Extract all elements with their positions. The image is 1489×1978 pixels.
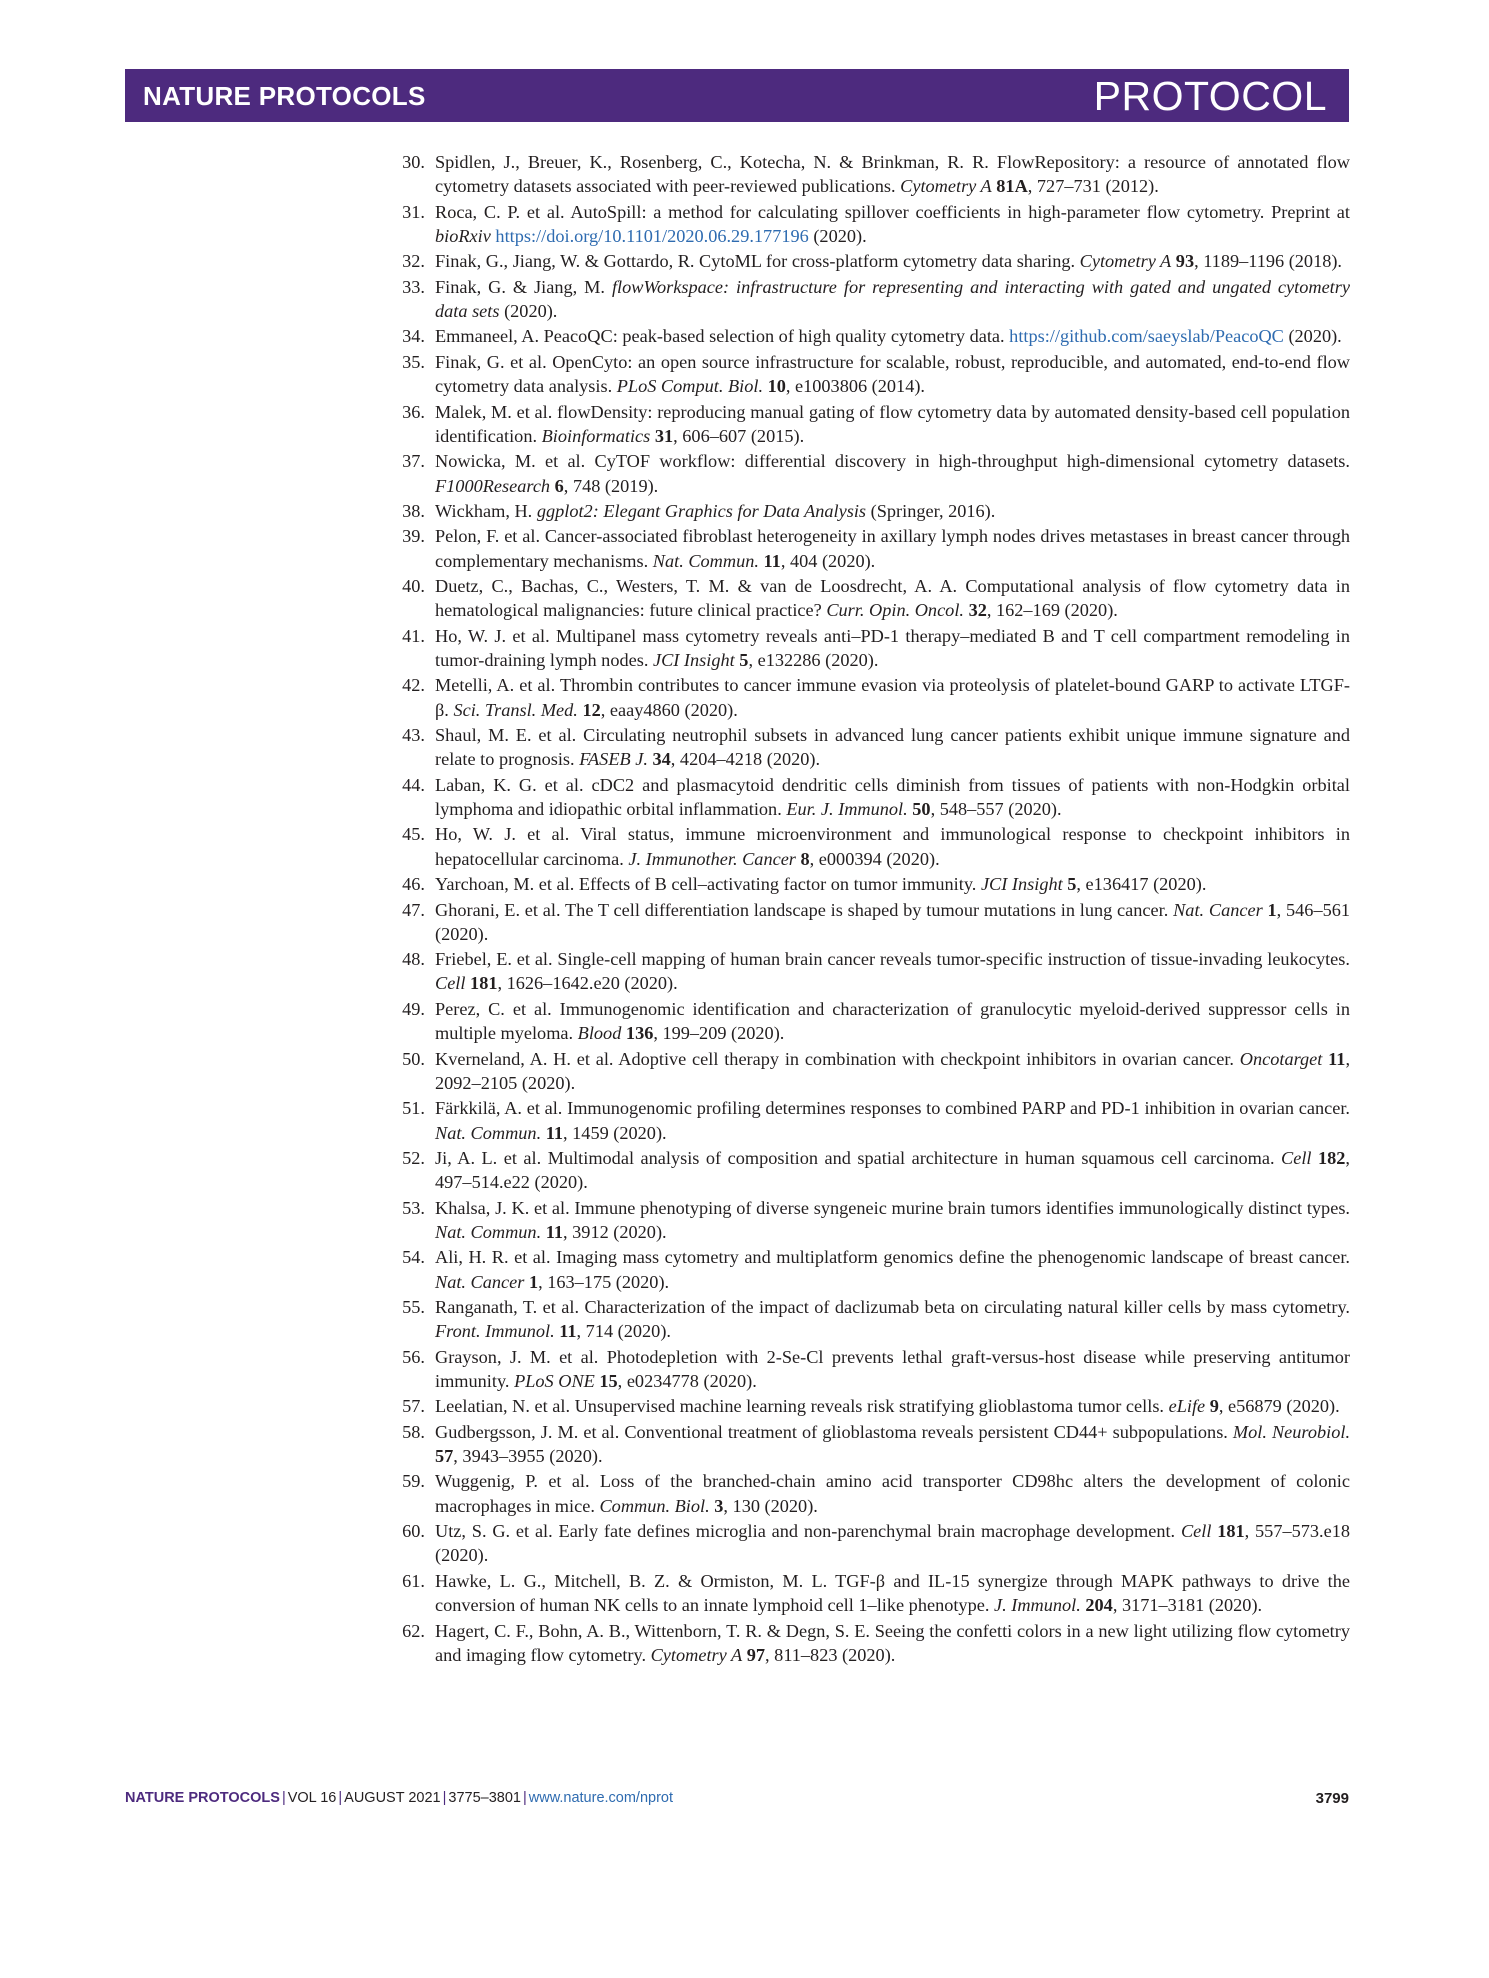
reference-segment: , e000394 (2020).: [809, 848, 940, 869]
footer-date: AUGUST 2021: [344, 1790, 441, 1806]
reference-number: 50.: [402, 1048, 425, 1069]
journal-title: JCI Insight: [980, 874, 1063, 895]
reference-text: [435, 872, 1350, 896]
reference-segment: , 130 (2020).: [723, 1495, 818, 1516]
reference-item: [386, 400, 1350, 449]
journal-title: Nat. Commun.: [435, 1122, 542, 1143]
reference-segment: Ghorani, E. et al. The T cell differentiation landscape is shaped by tumour mutations in lung cancer.: [435, 899, 1174, 920]
page-footer: [125, 1790, 1349, 1806]
volume-number: 50: [912, 799, 931, 820]
reference-segment: Ranganath, T. et al. Characterization of the impact of daclizumab beta on circulating natural killer cells by mass cytometry.: [435, 1297, 1350, 1317]
reference-text: [435, 1245, 1350, 1294]
reference-number: 51.: [402, 1098, 425, 1119]
reference-text: [435, 400, 1350, 449]
reference-segment: Khalsa, J. K. et al. Immune phenotyping of diverse syngeneic murine brain tumors identifies immunologically distinct types.: [435, 1197, 1350, 1218]
page-number: 3799: [1315, 1790, 1349, 1807]
journal-title: J. Immunother. Cancer: [628, 848, 796, 869]
article-type: PROTOCOL: [1093, 73, 1327, 119]
journal-title: Front. Immunol.: [435, 1321, 555, 1342]
reference-segment: Ho, W. J. et al. Viral status, immune microenvironment and immunological response to checkpoint inhibitors in hepatocellular carcinoma.: [435, 824, 1350, 869]
reference-segment: , 748 (2019).: [563, 475, 659, 496]
reference-segment: Gudbergsson, J. M. et al. Conventional treatment of glioblastoma reveals persistent CD44+ subpopulations.: [435, 1421, 1233, 1442]
journal-title: Curr. Opin. Oncol.: [826, 600, 964, 621]
journal-title: eLife: [1168, 1396, 1206, 1417]
reference-segment: , 162–169 (2020).: [986, 600, 1118, 621]
reference-number: 31.: [402, 201, 425, 222]
reference-segment: Spidlen, J., Breuer, K., Rosenberg, C., Kotecha, N. & Brinkman, R. R. FlowRepository: a resource of annotated flow cytometry datasets associated with peer-reviewed publications.: [435, 152, 1350, 197]
journal-title: Nat. Commun.: [652, 550, 759, 571]
reference-segment: , 199–209 (2020).: [653, 1023, 785, 1044]
reference-item: [386, 872, 1350, 896]
volume-number: 5: [739, 649, 749, 670]
reference-segment: Grayson, J. M. et al. Photodepletion with 2-Se-Cl prevents lethal graft-versus-host disease while preserving antitumor immunity.: [435, 1346, 1350, 1391]
reference-item: [386, 1096, 1350, 1145]
journal-title: Nat. Cancer: [435, 1271, 525, 1292]
reference-segment: , 3171–3181 (2020).: [1112, 1595, 1263, 1616]
reference-number: 58.: [402, 1421, 425, 1442]
reference-segment: , e136417 (2020).: [1076, 874, 1207, 895]
reference-segment: Kverneland, A. H. et al. Adoptive cell therapy in combination with checkpoint inhibitors in ovarian cancer.: [435, 1048, 1240, 1069]
reference-segment: , 4204–4218 (2020).: [670, 749, 821, 770]
journal-title: Bioinformatics: [541, 425, 651, 446]
reference-segment: , 811–823 (2020).: [765, 1644, 896, 1665]
reference-item: [386, 1047, 1350, 1096]
journal-title: Cell: [1281, 1147, 1312, 1168]
reference-segment: Ali, H. R. et al. Imaging mass cytometry and multiplatform genomics define the phenogenomic landscape of breast cancer.: [435, 1247, 1350, 1268]
reference-text: [435, 449, 1350, 498]
reference-text: [435, 1569, 1350, 1618]
reference-item: [386, 324, 1350, 348]
journal-title: PLoS ONE: [514, 1370, 595, 1391]
journal-title: JCI Insight: [652, 649, 735, 670]
reference-item: [386, 773, 1350, 822]
reference-item: [386, 1146, 1350, 1195]
reference-number: 62.: [402, 1620, 425, 1641]
reference-segment: Roca, C. P. et al. AutoSpill: a method for calculating spillover coefficients in high-parameter flow cytometry. Preprint at: [435, 201, 1350, 222]
page-header: [125, 69, 1349, 122]
journal-title: F1000Research: [435, 475, 551, 496]
reference-text: [435, 1469, 1350, 1518]
footer-separator: |: [338, 1790, 343, 1806]
reference-segment: , 163–175 (2020).: [538, 1271, 670, 1292]
reference-link[interactable]: https://doi.org/10.1101/2020.06.29.177196: [495, 225, 809, 246]
reference-text: [435, 624, 1350, 673]
volume-number: 11: [559, 1321, 577, 1342]
reference-segment: , 3912 (2020).: [563, 1221, 667, 1242]
reference-number: 41.: [402, 625, 425, 646]
journal-title: FASEB J.: [579, 749, 648, 770]
reference-text: [435, 249, 1350, 273]
reference-number: 43.: [402, 725, 425, 746]
journal-title: Oncotarget: [1239, 1048, 1323, 1069]
reference-item: [386, 822, 1350, 871]
reference-number: 48.: [402, 949, 425, 970]
reference-segment: , e132286 (2020).: [748, 649, 879, 670]
journal-title: Cell: [1180, 1521, 1212, 1542]
reference-number: 60.: [402, 1521, 425, 1542]
reference-segment: (2020).: [1283, 326, 1342, 347]
reference-item: [386, 898, 1350, 947]
volume-number: 181: [470, 973, 498, 994]
reference-number: 49.: [402, 998, 425, 1019]
reference-segment: Leelatian, N. et al. Unsupervised machine learning reveals risk stratifying glioblastoma tumor cells.: [435, 1396, 1169, 1417]
reference-segment: Hawke, L. G., Mitchell, B. Z. & Ormiston, M. L. TGF-β and IL-15 synergize through MAPK pathways to drive the conversion of human NK cells to an innate lymphoid cell 1–like phenotype.: [435, 1570, 1350, 1616]
reference-number: 46.: [402, 874, 425, 895]
reference-segment: (2020).: [499, 301, 558, 322]
reference-text: [435, 150, 1350, 199]
reference-number: 59.: [402, 1471, 425, 1492]
footer-separator: |: [281, 1790, 286, 1806]
journal-title: Nat. Commun.: [435, 1221, 542, 1242]
reference-number: 37.: [402, 451, 425, 472]
reference-segment: , eaay4860 (2020).: [600, 699, 738, 720]
reference-segment: , 714 (2020).: [576, 1321, 671, 1342]
reference-segment: Metelli, A. et al. Thrombin contributes to cancer immune evasion via proteolysis of platelet-bound GARP to activate LTGF-β.: [435, 675, 1350, 720]
reference-item: [386, 1394, 1350, 1418]
reference-segment: , 548–557 (2020).: [930, 799, 1062, 820]
reference-item: [386, 1295, 1350, 1344]
reference-segment: , 1189–1196 (2018).: [1194, 251, 1343, 272]
reference-segment: Shaul, M. E. et al. Circulating neutrophil subsets in advanced lung cancer patients exhibit unique immune signature and relate to prognosis.: [435, 725, 1350, 770]
reference-text: [435, 723, 1350, 772]
reference-text: [435, 898, 1350, 947]
reference-number: 38.: [402, 500, 425, 521]
reference-item: [386, 997, 1350, 1046]
reference-item: [386, 449, 1350, 498]
journal-title: Sci. Transl. Med.: [453, 699, 578, 720]
reference-item: [386, 673, 1350, 722]
reference-segment: , 557–573.e18 (2020).: [435, 1521, 1350, 1566]
reference-segment: Ho, W. J. et al. Multipanel mass cytometry reveals anti–PD-1 therapy–mediated B and T cell compartment remodeling in tumor-draining lymph nodes.: [435, 625, 1350, 670]
reference-segment: , 404 (2020).: [780, 550, 876, 571]
journal-title: Nat. Cancer: [1173, 899, 1263, 920]
journal-title: J. Immunol.: [993, 1595, 1081, 1616]
footer-separator: |: [522, 1790, 527, 1806]
reference-number: 54.: [402, 1247, 425, 1268]
journal-title: Cell: [435, 973, 466, 994]
reference-segment: , 727–731 (2012).: [1027, 176, 1159, 197]
reference-item: [386, 275, 1350, 324]
volume-number: 1: [528, 1271, 539, 1292]
journal-title: Eur. J. Immunol.: [786, 799, 908, 820]
reference-number: 42.: [402, 675, 425, 696]
reference-item: [386, 947, 1350, 996]
reference-item: [386, 1345, 1350, 1394]
volume-number: 136: [625, 1023, 654, 1044]
reference-segment: Utz, S. G. et al. Early fate defines microglia and non-parenchymal brain macrophage development.: [435, 1521, 1181, 1542]
reference-number: 53.: [402, 1197, 425, 1218]
volume-number: 34: [652, 749, 671, 770]
reference-item: [386, 150, 1350, 199]
reference-segment: Perez, C. et al. Immunogenomic identification and characterization of granulocytic myeloid-derived suppressor cells in multiple myeloma.: [435, 998, 1350, 1044]
reference-number: 30.: [402, 152, 425, 172]
reference-text: [435, 1345, 1350, 1394]
reference-item: [386, 1519, 1350, 1568]
volume-number: 182: [1318, 1147, 1346, 1168]
reference-item: [386, 1569, 1350, 1618]
reference-segment: Finak, G., Jiang, W. & Gottardo, R. CytoML for cross-platform cytometry data sharing.: [435, 251, 1080, 272]
reference-item: [386, 1420, 1350, 1469]
volume-number: 5: [1067, 874, 1077, 895]
reference-segment: , 1626–1642.e20 (2020).: [497, 973, 678, 994]
reference-segment: Laban, K. G. et al. cDC2 and plasmacytoid dendritic cells diminish from tissues of patients with non-Hodgkin orbital lymphoma and idiopathic orbital inflammation.: [435, 774, 1350, 820]
reference-text: [435, 673, 1350, 722]
volume-number: 11: [763, 550, 781, 571]
reference-text: [435, 1047, 1350, 1096]
reference-item: [386, 723, 1350, 772]
reference-link[interactable]: https://github.com/saeyslab/PeacoQC: [1009, 326, 1284, 347]
reference-text: [435, 1096, 1350, 1145]
volume-number: 11: [545, 1221, 564, 1242]
reference-number: 56.: [402, 1346, 425, 1367]
reference-item: [386, 1469, 1350, 1518]
journal-title: Cytometry A: [650, 1644, 743, 1665]
reference-number: 39.: [402, 526, 425, 547]
reference-segment: Friebel, E. et al. Single-cell mapping of human brain cancer reveals tumor-specific instruction of tissue-invading leukocytes.: [435, 949, 1350, 970]
footer-journal: NATURE PROTOCOLS: [125, 1790, 280, 1806]
reference-number: 47.: [402, 899, 425, 920]
reference-segment: (2020).: [808, 225, 867, 246]
reference-segment: Malek, M. et al. flowDensity: reproducing manual gating of flow cytometry data by automated density-based cell population identification.: [435, 401, 1350, 446]
volume-number: 1: [1267, 899, 1277, 920]
reference-segment: Finak, G. & Jiang, M.: [435, 276, 612, 297]
reference-text: [435, 200, 1350, 249]
reference-item: [386, 249, 1350, 273]
reference-item: [386, 1196, 1350, 1245]
journal-title: Commun. Biol.: [599, 1495, 710, 1516]
journal-title: PLoS Comput. Biol.: [616, 376, 764, 397]
reference-number: 55.: [402, 1297, 425, 1317]
reference-number: 61.: [402, 1570, 425, 1591]
reference-number: 57.: [402, 1396, 425, 1417]
footer-separator: |: [442, 1790, 447, 1806]
volume-number: 31: [654, 425, 674, 446]
volume-number: 10: [767, 376, 786, 397]
footer-url-link[interactable]: www.nature.com/nprot: [528, 1790, 674, 1806]
reference-segment: , 606–607 (2015).: [673, 425, 805, 446]
reference-number: 44.: [402, 774, 425, 795]
journal-name: NATURE PROTOCOLS: [143, 81, 426, 111]
journal-title: flowWorkspace: infrastructure for representing and interacting with gated and ungated cytometry data sets: [435, 276, 1350, 322]
reference-segment: , 2092–2105 (2020).: [435, 1048, 1351, 1093]
journal-title: bioRxiv: [435, 225, 491, 246]
reference-text: [435, 1295, 1350, 1344]
reference-text: [435, 1619, 1350, 1668]
reference-segment: , 546–561 (2020).: [435, 899, 1351, 944]
reference-number: 45.: [402, 824, 425, 845]
reference-segment: Ji, A. L. et al. Multimodal analysis of composition and spatial architecture in human squamous cell carcinoma.: [435, 1147, 1282, 1168]
reference-item: [386, 200, 1350, 249]
volume-number: 181: [1217, 1521, 1245, 1542]
reference-segment: , 3943–3955 (2020).: [453, 1446, 603, 1467]
reference-item: [386, 350, 1350, 399]
volume-number: 6: [554, 475, 564, 496]
footer-pages: 3775–3801: [448, 1790, 521, 1806]
volume-number: 81A: [996, 176, 1028, 197]
reference-segment: Emmaneel, A. PeacoQC: peak-based selection of high quality cytometry data.: [435, 326, 1010, 347]
reference-text: [435, 1394, 1350, 1418]
reference-number: 34.: [402, 326, 425, 347]
reference-text: [435, 1146, 1350, 1195]
reference-list: [386, 150, 1350, 1668]
reference-segment: , 1459 (2020).: [563, 1122, 667, 1143]
reference-segment: Finak, G. et al. OpenCyto: an open source infrastructure for scalable, robust, reproducible, and automated, end-to-end flow cytometry data analysis.: [435, 351, 1350, 397]
reference-text: [435, 499, 1350, 523]
reference-text: [435, 574, 1350, 623]
reference-segment: Duetz, C., Bachas, C., Westers, T. M. & van de Loosdrecht, A. A. Computational analysis of flow cytometry data in hematological malignancies: future clinical practice?: [435, 575, 1350, 621]
volume-number: 93: [1175, 251, 1195, 272]
journal-title: Blood: [577, 1023, 622, 1044]
reference-item: [386, 574, 1350, 623]
reference-segment: , e56879 (2020).: [1218, 1396, 1340, 1417]
reference-item: [386, 624, 1350, 673]
volume-number: 8: [800, 848, 810, 869]
volume-number: 9: [1209, 1396, 1219, 1417]
reference-text: [435, 275, 1350, 324]
reference-item: [386, 524, 1350, 573]
reference-number: 36.: [402, 401, 425, 422]
volume-number: 204: [1085, 1595, 1113, 1616]
journal-title: Mol. Neurobiol.: [1232, 1421, 1351, 1442]
reference-segment: Yarchoan, M. et al. Effects of B cell–activating factor on tumor immunity.: [435, 874, 981, 895]
volume-number: 11: [545, 1122, 564, 1143]
volume-number: 15: [599, 1370, 618, 1391]
reference-text: [435, 1420, 1350, 1469]
reference-segment: Nowicka, M. et al. CyTOF workflow: differential discovery in high-throughput high-dimensional cytometry datasets.: [435, 451, 1350, 472]
footer-volume: VOL 16: [287, 1790, 337, 1806]
journal-title: Cytometry A: [1079, 251, 1172, 272]
reference-segment: Wickham, H.: [435, 500, 537, 521]
reference-number: 40.: [402, 575, 425, 596]
reference-text: [435, 947, 1350, 996]
reference-item: [386, 1619, 1350, 1668]
reference-item: [386, 499, 1350, 523]
reference-number: 35.: [402, 351, 425, 372]
volume-number: 12: [582, 699, 601, 720]
reference-number: 52.: [402, 1147, 425, 1168]
reference-text: [435, 524, 1350, 573]
reference-segment: , 497–514.e22 (2020).: [435, 1147, 1350, 1193]
reference-text: [435, 324, 1350, 348]
reference-number: 32.: [402, 251, 425, 272]
reference-text: [435, 997, 1350, 1046]
reference-item: [386, 1245, 1350, 1294]
reference-segment: Färkkilä, A. et al. Immunogenomic profiling determines responses to combined PARP and PD-1 inhibition in ovarian cancer.: [435, 1098, 1350, 1119]
reference-text: [435, 1519, 1350, 1568]
volume-number: 57: [435, 1446, 454, 1467]
reference-text: [435, 822, 1350, 871]
volume-number: 32: [968, 600, 987, 621]
reference-segment: Hagert, C. F., Bohn, A. B., Wittenborn, T. R. & Degn, S. E. Seeing the confetti colors in a new light utilizing flow cytometry and imaging flow cytometry.: [435, 1620, 1350, 1665]
reference-text: [435, 773, 1350, 822]
reference-text: [435, 350, 1350, 399]
journal-title: Cytometry A: [900, 176, 992, 197]
reference-segment: , e0234778 (2020).: [617, 1370, 757, 1391]
volume-number: 97: [746, 1644, 766, 1665]
reference-segment: Pelon, F. et al. Cancer-associated fibroblast heterogeneity in axillary lymph nodes drives metastases in breast cancer through complementary mechanisms.: [435, 526, 1350, 571]
reference-segment: , e1003806 (2014).: [785, 376, 925, 397]
reference-text: [435, 1196, 1350, 1245]
reference-segment: (Springer, 2016).: [866, 500, 996, 521]
reference-number: 33.: [402, 276, 425, 297]
volume-number: 3: [714, 1495, 724, 1516]
reference-segment: Wuggenig, P. et al. Loss of the branched-chain amino acid transporter CD98hc alters the development of colonic macrophages in mice.: [435, 1471, 1350, 1516]
volume-number: 11: [1328, 1048, 1346, 1069]
journal-title: ggplot2: Elegant Graphics for Data Analysis: [536, 500, 867, 521]
